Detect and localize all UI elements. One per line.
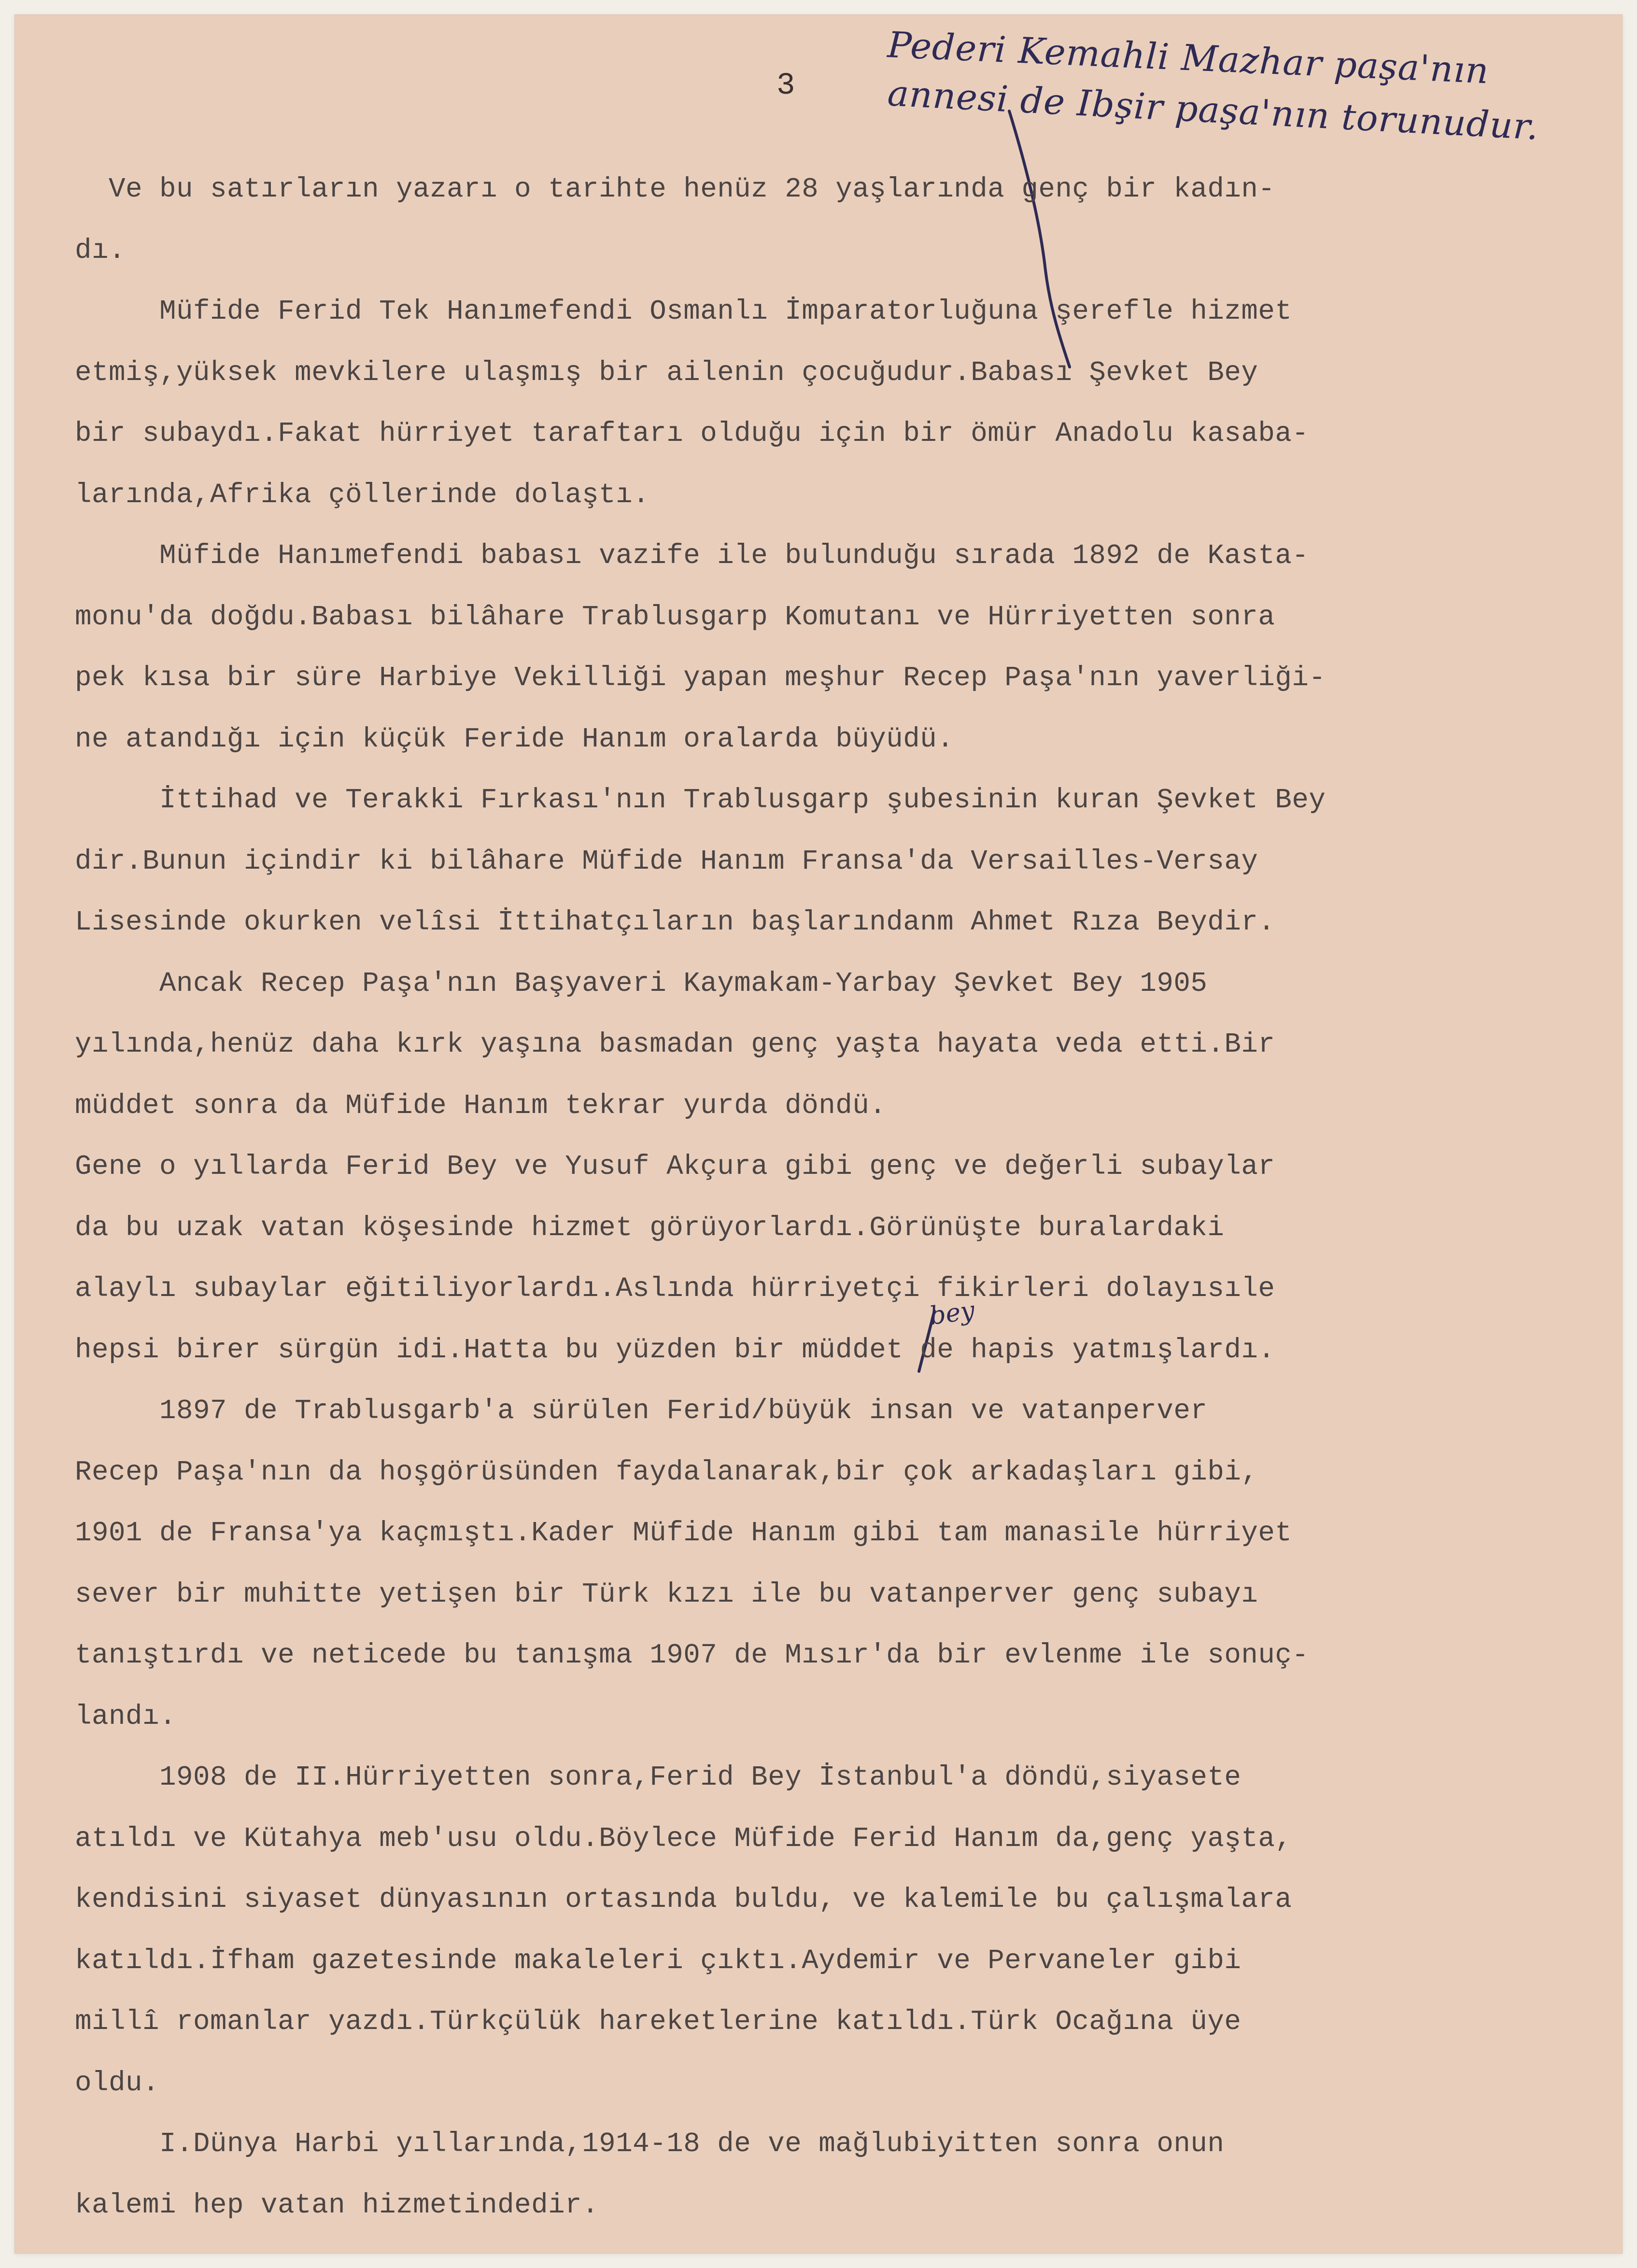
- text-line: 1901 de Fransa'ya kaçmıştı.Kader Müfide Hanım gibi tam manasile hürriyet: [75, 1518, 1292, 1549]
- text-line: larında,Afrika çöllerinde dolaştı.: [75, 479, 650, 511]
- text-line: sever bir muhitte yetişen bir Türk kızı ile bu vatanperver genç subayı: [75, 1578, 1258, 1610]
- handwritten-note-line-1: Pederi Kemahli Mazhar paşa'nın: [887, 24, 1490, 92]
- page-number: 3: [776, 69, 795, 103]
- text-line: katıldı.İfham gazetesinde makaleleri çıktı.Aydemir ve Pervaneler gibi: [75, 1945, 1242, 1977]
- typed-body-text: [75, 159, 1562, 2236]
- text-line: Ve bu satırların yazarı o tarihte henüz 28 yaşlarında genç bir kadın-: [75, 174, 1275, 205]
- text-line: bir subaydı.Fakat hürriyet taraftarı olduğu için bir ömür Anadolu kasaba-: [75, 418, 1309, 450]
- text-line: müddet sonra da Müfide Hanım tekrar yurda döndü.: [75, 1090, 887, 1122]
- text-line: Lisesinde okurken velîsi İttihatçıların başlarındanm Ahmet Rıza Beydir.: [75, 907, 1275, 938]
- text-line: tanıştırdı ve neticede bu tanışma 1907 de Mısır'da bir evlenme ile sonuç-: [75, 1640, 1309, 1671]
- text-line: Recep Paşa'nın da hoşgörüsünden faydalanarak,bir çok arkadaşları gibi,: [75, 1456, 1258, 1488]
- text-line: alaylı subaylar eğitiliyorlardı.Aslında hürriyetçi fikirleri dolayısıle: [75, 1273, 1275, 1305]
- text-line: millî romanlar yazdı.Türkçülük hareketlerine katıldı.Türk Ocağına üye: [75, 2006, 1242, 2038]
- text-line: Ancak Recep Paşa'nın Başyaveri Kaymakam-Yarbay Şevket Bey 1905: [75, 968, 1208, 1000]
- text-line: kalemi hep vatan hizmetindedir.: [75, 2189, 599, 2221]
- text-line: I.Dünya Harbi yıllarında,1914-18 de ve mağlubiyitten sonra onun: [75, 2128, 1225, 2160]
- text-line: ne atandığı için küçük Feride Hanım oralarda büyüdü.: [75, 723, 954, 755]
- text-line: Müfide Ferid Tek Hanımefendi Osmanlı İmparatorluğuna şerefle hizmet: [75, 296, 1292, 327]
- text-line: monu'da doğdu.Babası bilâhare Trablusgarp Komutanı ve Hürriyetten sonra: [75, 601, 1275, 633]
- inline-annotation-bey: bey: [928, 1296, 977, 1331]
- text-line: yılında,henüz daha kırk yaşına basmadan genç yaşta hayata veda etti.Bir: [75, 1029, 1275, 1060]
- text-line: etmiş,yüksek mevkilere ulaşmış bir ailenin çocuğudur.Babası Şevket Bey: [75, 357, 1258, 389]
- text-line: da bu uzak vatan köşesinde hizmet görüyorlardı.Görünüşte buralardaki: [75, 1212, 1225, 1244]
- text-line: Müfide Hanımefendi babası vazife ile bulunduğu sırada 1892 de Kasta-: [75, 540, 1309, 572]
- text-line: 1908 de II.Hürriyetten sonra,Ferid Bey İstanbul'a döndü,siyasete: [75, 1762, 1242, 1793]
- text-line: hepsi birer sürgün idi.Hatta bu yüzden bir müddet de hapis yatmışlardı.: [75, 1334, 1275, 1366]
- text-line: landı.: [75, 1701, 177, 1733]
- text-line: kendisini siyaset dünyasının ortasında buldu, ve kalemile bu çalışmalara: [75, 1884, 1292, 1916]
- handwritten-note-line-2: annesi de Ibşir paşa'nın torunudur.: [886, 72, 1540, 148]
- text-line: Gene o yıllarda Ferid Bey ve Yusuf Akçura gibi genç ve değerli subaylar: [75, 1151, 1275, 1183]
- text-line: atıldı ve Kütahya meb'usu oldu.Böylece Müfide Ferid Hanım da,genç yaşta,: [75, 1823, 1292, 1855]
- text-line: pek kısa bir süre Harbiye Vekilliği yapan meşhur Recep Paşa'nın yaverliği-: [75, 662, 1326, 694]
- text-line: 1897 de Trablusgarb'a sürülen Ferid/büyük insan ve vatanperver: [75, 1395, 1208, 1427]
- text-line: oldu.: [75, 2067, 160, 2099]
- text-line: dı.: [75, 235, 126, 267]
- text-line: İttihad ve Terakki Fırkası'nın Trablusgarp şubesinin kuran Şevket Bey: [75, 785, 1326, 816]
- text-line: dir.Bunun içindir ki bilâhare Müfide Hanım Fransa'da Versailles-Versay: [75, 845, 1258, 877]
